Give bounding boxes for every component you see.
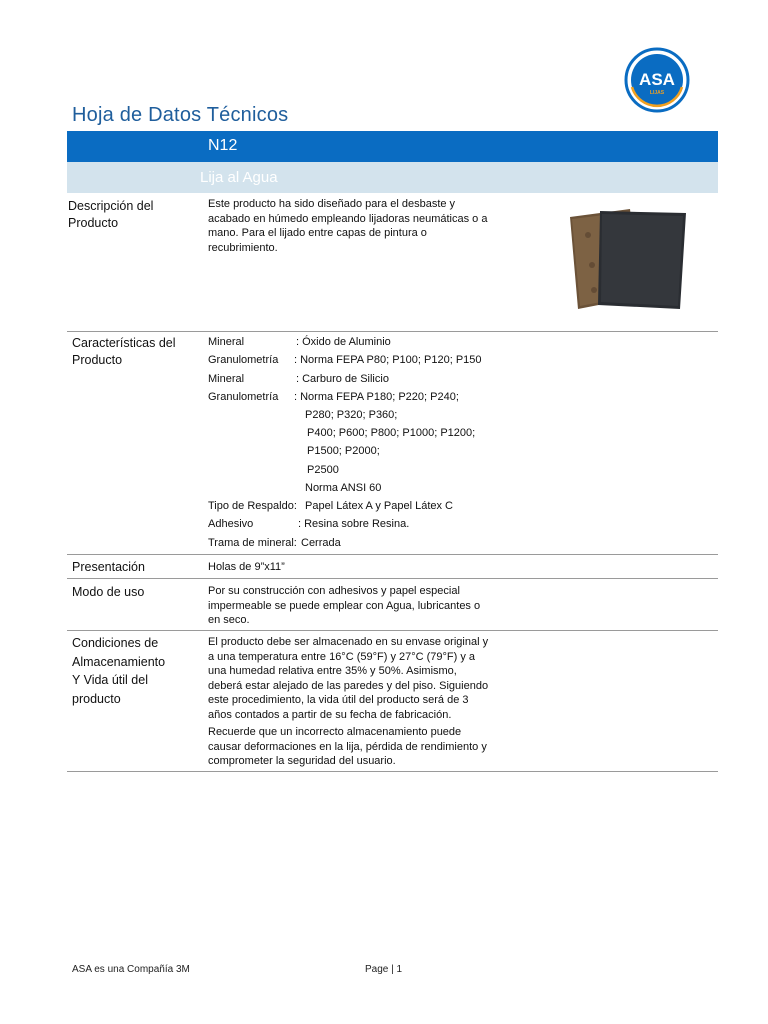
section-divider bbox=[67, 578, 718, 579]
characteristic-row: Granulometría : Norma FEPA P80; P100; P120; P150 bbox=[208, 354, 482, 366]
characteristic-row: Trama de mineral: Cerrada bbox=[208, 537, 341, 549]
characteristic-row: P400; P600; P800; P1000; P1200; bbox=[307, 427, 476, 439]
section-divider bbox=[67, 331, 718, 332]
sandpaper-sheets-image bbox=[568, 205, 688, 313]
description-text: Este producto ha sido diseñado para el desbaste y acabado en húmedo empleando lijadoras neumáticas o a mano. Para el lijado entre capas de pintura o recubrimiento. bbox=[208, 198, 488, 254]
characteristic-row: Norma ANSI 60 bbox=[305, 482, 382, 494]
presentation-label: Presentación bbox=[72, 560, 145, 574]
characteristic-row: P1500; P2000; bbox=[307, 445, 380, 457]
product-code-band bbox=[67, 131, 718, 162]
storage-paragraph-1: El producto debe ser almacenado en su envase original y a una temperatura entre 16°C (59°F) y 27°C (79°F) y a una humedad relativa entre 35% y 50%. Asimismo, deberá estar alejado de las paredes y del piso. Siguiendo este procedimiento, la vida útil del producto será de 3 años contados a partir de su fecha de fabricación. bbox=[208, 636, 489, 721]
footer-company: ASA es una Compañía 3M bbox=[72, 964, 190, 975]
description-label: Descripción del Producto bbox=[68, 199, 154, 230]
characteristic-row: Mineral : Óxido de Aluminio bbox=[208, 336, 391, 348]
characteristic-row: Mineral : Carburo de Silicio bbox=[208, 373, 389, 385]
logo-subtext: LIJAS bbox=[649, 90, 665, 96]
presentation-text: Holas de 9”x11” bbox=[208, 561, 285, 573]
product-code: N12 bbox=[208, 137, 238, 154]
section-divider bbox=[67, 771, 718, 772]
section-divider bbox=[67, 630, 718, 631]
logo-brand: ASA bbox=[639, 70, 675, 89]
characteristic-row: P2500 bbox=[307, 464, 339, 476]
characteristics-label: Características del Producto bbox=[72, 336, 176, 367]
asa-logo bbox=[624, 47, 690, 113]
storage-label: Condiciones de Almacenamiento Y Vida útil del producto bbox=[72, 636, 166, 706]
characteristic-row: Adhesivo : Resina sobre Resina. bbox=[208, 518, 410, 530]
characteristic-row: P280; P320; P360; bbox=[305, 409, 398, 421]
characteristic-row: Granulometría : Norma FEPA P180; P220; P240; bbox=[208, 391, 459, 403]
page-title: Hoja de Datos Técnicos bbox=[72, 104, 289, 126]
usage-text: Por su construcción con adhesivos y papel especial impermeable se puede emplear con Agua, lubricantes o en seco. bbox=[208, 585, 481, 626]
page-number: Page | 1 bbox=[365, 964, 403, 975]
product-name: Lija al Agua bbox=[200, 169, 278, 186]
section-divider bbox=[67, 554, 718, 555]
characteristic-row: Tipo de Respaldo: Papel Látex A y Papel Látex C bbox=[208, 500, 453, 512]
usage-label: Modo de uso bbox=[72, 585, 145, 599]
storage-paragraph-2: Recuerde que un incorrecto almacenamiento puede causar deformaciones en la lija, pérdida de rendimiento y comprometer la seguridad del usuario. bbox=[208, 726, 487, 767]
product-name-band bbox=[67, 162, 718, 193]
